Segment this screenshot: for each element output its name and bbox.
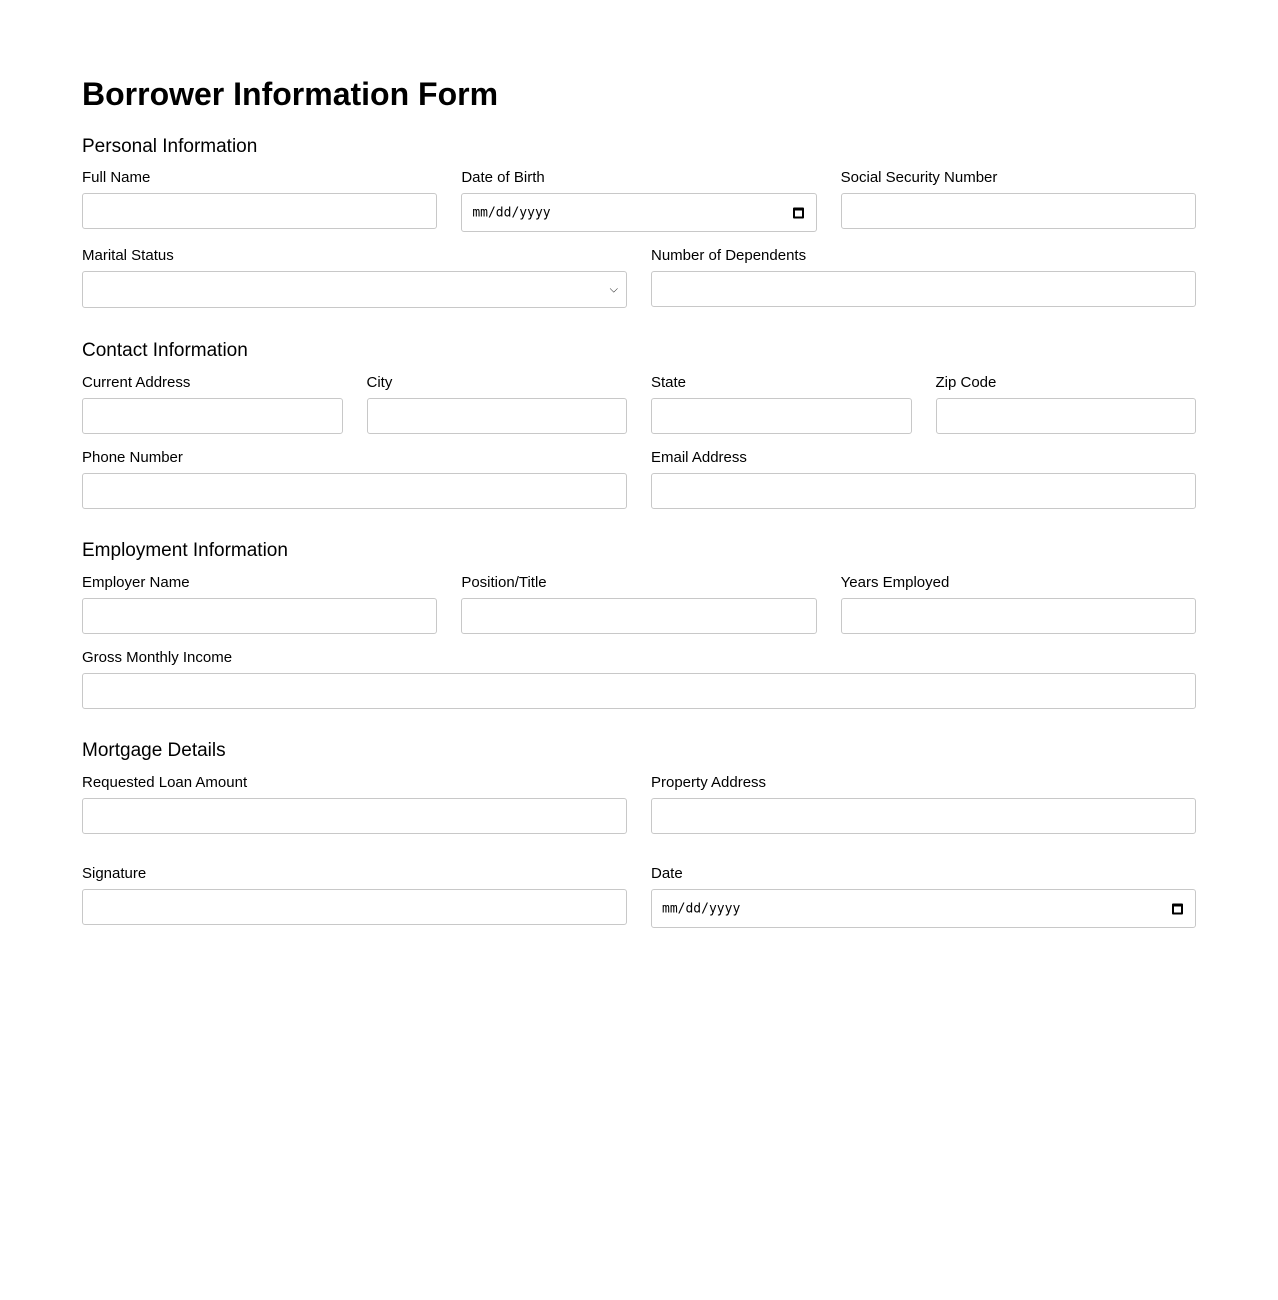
- chevron-down-icon: ⌵: [609, 283, 618, 295]
- loan-amount-input[interactable]: [82, 798, 627, 834]
- city-input[interactable]: [367, 398, 628, 434]
- position-label: Position/Title: [461, 574, 547, 591]
- income-label: Gross Monthly Income: [82, 649, 233, 666]
- employer-label: Employer Name: [82, 574, 190, 591]
- position-input[interactable]: [461, 598, 816, 634]
- employer-input[interactable]: [82, 598, 437, 634]
- state-input[interactable]: [651, 398, 912, 434]
- signature-label: Signature: [82, 865, 147, 882]
- full-name-label: Full Name: [82, 169, 151, 186]
- income-input[interactable]: [82, 673, 1196, 709]
- zip-input[interactable]: [936, 398, 1197, 434]
- zip-label: Zip Code: [935, 374, 997, 391]
- section-heading-mortgage: Mortgage Details: [82, 740, 226, 761]
- section-heading-personal: Personal Information: [82, 136, 258, 157]
- dob-input[interactable]: [461, 193, 816, 232]
- phone-label: Phone Number: [82, 449, 183, 466]
- ssn-input[interactable]: [841, 193, 1196, 229]
- ssn-label: Social Security Number: [840, 169, 998, 186]
- address-label: Current Address: [82, 374, 191, 391]
- date-placeholder: mm/dd/yyyy: [662, 901, 741, 916]
- section-heading-contact: Contact Information: [82, 340, 248, 361]
- marital-status-label: Marital Status: [82, 247, 174, 264]
- borrower-form: [82, 72, 1196, 928]
- email-input[interactable]: [651, 473, 1196, 509]
- signature-input[interactable]: [82, 889, 627, 925]
- state-label: State: [651, 374, 687, 391]
- section-heading-employment: Employment Information: [82, 540, 288, 561]
- dependents-input[interactable]: [651, 271, 1196, 307]
- page-title: Borrower Information Form: [82, 76, 499, 112]
- email-label: Email Address: [651, 449, 747, 466]
- property-address-label: Property Address: [651, 774, 767, 791]
- property-address-input[interactable]: [651, 798, 1196, 834]
- years-label: Years Employed: [840, 574, 950, 591]
- phone-input[interactable]: [82, 473, 627, 509]
- calendar-icon[interactable]: [1172, 903, 1183, 914]
- dob-label: Date of Birth: [461, 169, 545, 186]
- calendar-icon[interactable]: [793, 207, 804, 218]
- full-name-input[interactable]: [82, 193, 437, 229]
- date-label: Date: [651, 865, 683, 882]
- date-input[interactable]: [651, 889, 1196, 928]
- city-label: City: [366, 374, 393, 391]
- dependents-label: Number of Dependents: [651, 247, 807, 264]
- loan-amount-label: Requested Loan Amount: [82, 774, 248, 791]
- years-input[interactable]: [841, 598, 1196, 634]
- address-input[interactable]: [82, 398, 343, 434]
- dob-placeholder: mm/dd/yyyy: [472, 205, 551, 220]
- marital-status-select[interactable]: [82, 271, 627, 308]
